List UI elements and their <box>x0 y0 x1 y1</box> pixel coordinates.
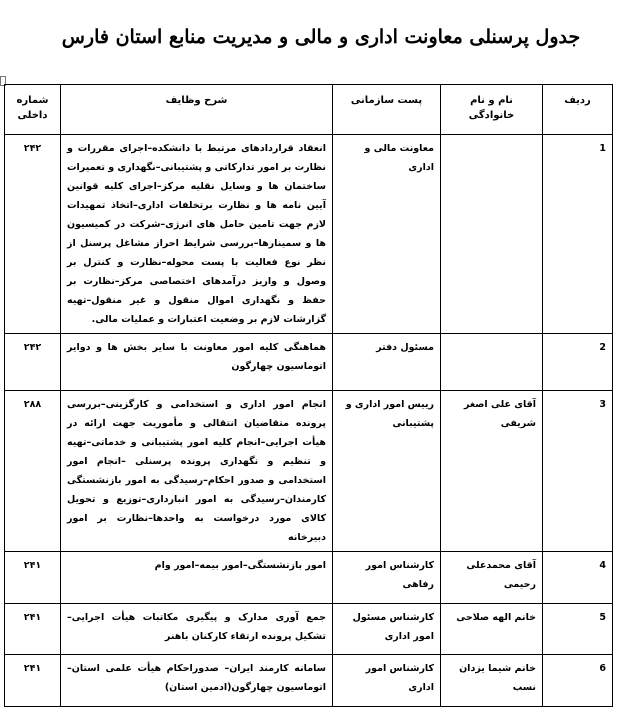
table-row <box>5 655 613 707</box>
cell-post: معاونت مالی و اداری <box>333 135 441 334</box>
cell-ext: ۲۴۱ <box>5 604 61 655</box>
cell-ext: ۲۴۲ <box>5 135 61 334</box>
cell-name: خانم شیما یزدان نسب <box>441 655 543 707</box>
cell-radif: 1 <box>543 135 613 334</box>
cell-ext: ۲۴۱ <box>5 655 61 707</box>
cell-radif: 6 <box>543 655 613 707</box>
header-radif: ردیف <box>543 85 613 135</box>
header-name: نام و نام خانوادگی <box>441 85 543 135</box>
table-row <box>5 391 613 552</box>
cell-ext: ۲۴۲ <box>5 334 61 391</box>
cell-name: آقای علی اصغر شریفی <box>441 391 543 552</box>
cell-radif: 2 <box>543 334 613 391</box>
cell-post: مسئول دفتر <box>333 334 441 391</box>
header-duties: شرح وظایف <box>61 85 333 135</box>
cell-duties: جمع آوری مدارک و پیگیری مکاتبات هیأت اجرایی–تشکیل پرونده ارتقاء کارکنان باهنر <box>61 604 333 655</box>
cell-duties: انجام امور اداری و استخدامی و کارگزینی–بررسی پرونده متقاضیان انتقالی و مأموریت جهت ارائه در هیأت اجرایی–انجام کلیه امور پشتیبانی و خدماتی–تهیه و تنظیم و نگهداری پرونده پرسنلی –انجام امور استخدامی و صدور احکام–رسیدگی به امور بازنشستگی کارمندان–رسیدگی به امور انبارداری–توزیع و تحویل کالای مورد درخواست به واحدها–نظارت بر امور دبیرخانه <box>61 391 333 552</box>
table-row <box>5 135 613 334</box>
cell-duties: انعقاد قراردادهای مرتبط با دانشکده–اجرای مقررات و نظارت بر امور تدارکاتی و پشتیبانی–نگهداری و تعمیرات ساختمان ها و وسایل نقلیه مرکز–اجرای کلیه قوانین آیین نامه ها و نظارت برتخلفات اداری–اتخاذ تمهیدات لازم جهت تامین حامل های انرژی–شرکت در کمیسیون ها و سمینارها–بررسی شرایط احراز مشاغل پرسنل از نظر نوع فعالیت با پست محوله–نظارت و کنترل بر وصول و واریز درآمدهای اختصاصی مرکز–نظارت بر حفظ و نگهداری اموال منقول و غیر منقول–تهیه گزارشات لازم بر وضعیت اعتبارات و عملیات مالی. <box>61 135 333 334</box>
cell-radif: 5 <box>543 604 613 655</box>
cell-post: رییس امور اداری و پشتیبانی <box>333 391 441 552</box>
table-row <box>5 334 613 391</box>
cell-name <box>441 334 543 391</box>
cell-post: کارشناس امور اداری <box>333 655 441 707</box>
cell-duties: هماهنگی کلیه امور معاونت با سایر بخش ها و دوایر اتوماسیون چهارگون <box>61 334 333 391</box>
header-row <box>5 85 613 135</box>
cell-name: خانم الهه صلاحی <box>441 604 543 655</box>
cell-radif: 3 <box>543 391 613 552</box>
cell-radif: 4 <box>543 552 613 604</box>
cell-duties: امور بازنشستگی–امور بیمه–امور وام <box>61 552 333 604</box>
cell-name: آقای محمدعلی رحیمی <box>441 552 543 604</box>
table-row <box>5 552 613 604</box>
staff-table <box>4 84 613 707</box>
cell-name <box>441 135 543 334</box>
header-ext: شماره داخلی <box>5 85 61 135</box>
header-post: پست سازمانی <box>333 85 441 135</box>
page-title: جدول پرسنلی معاونت اداری و مالی و مدیریت منابع استان فارس <box>61 26 581 48</box>
cell-duties: سامانه کارمند ایران– صدوراحکام هیأت علمی استان–اتوماسیون چهارگون(ادمین استان) <box>61 655 333 707</box>
table-row <box>5 604 613 655</box>
cell-post: کارشناس امور رفاهی <box>333 552 441 604</box>
cell-ext: ۲۸۸ <box>5 391 61 552</box>
cell-ext: ۲۴۱ <box>5 552 61 604</box>
cell-post: کارشناس مسئول امور اداری <box>333 604 441 655</box>
